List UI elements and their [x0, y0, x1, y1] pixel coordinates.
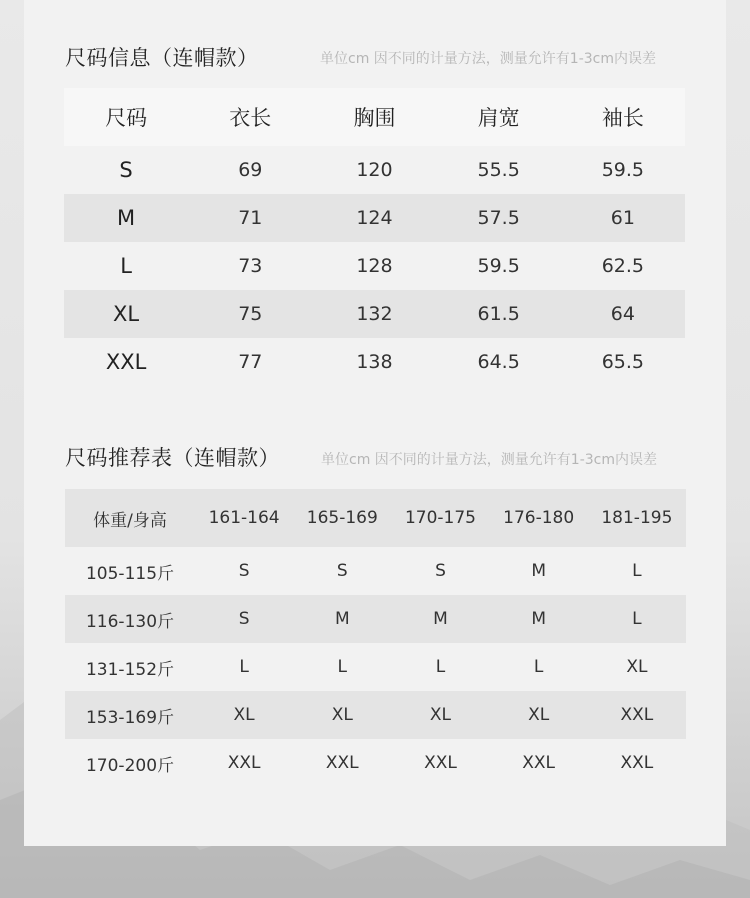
table-cell: 61 [610, 207, 635, 229]
header-cell: 181-195 [601, 508, 673, 528]
table-cell: XL [331, 705, 353, 725]
table-cell: 59.5 [477, 255, 520, 277]
table-cell: 77 [238, 351, 263, 373]
header-cell: 袖长 [601, 106, 644, 130]
weight-cell: 170-200斤 [85, 755, 175, 776]
table-cell: 61.5 [477, 303, 520, 325]
table-cell: XXL [620, 705, 654, 725]
size-cell: L [120, 254, 132, 278]
header-cell: 尺码 [105, 106, 148, 130]
table-cell: M [433, 609, 448, 629]
table-cell: 62.5 [601, 255, 645, 277]
table-cell: XL [626, 657, 648, 677]
table-header-row [64, 88, 685, 146]
table-cell: 64.5 [477, 351, 520, 373]
table-cell: 132 [356, 303, 393, 325]
header-cell: 衣长 [229, 106, 272, 130]
table-row [64, 194, 685, 242]
size-cell: XXL [105, 350, 147, 374]
table-cell: L [435, 657, 446, 677]
size-recommend-note: 单位cm 因不同的计量方法，测量允许有1-3cm内误差 [321, 452, 657, 468]
table-cell: XXL [325, 753, 359, 773]
table-row [65, 595, 686, 643]
table-row [65, 547, 686, 595]
table-cell: M [531, 561, 546, 581]
table-cell: S [435, 561, 446, 581]
table-header-row [65, 489, 686, 547]
table-cell: M [531, 609, 546, 629]
table-cell: S [238, 609, 250, 629]
table-cell: XXL [227, 753, 261, 773]
table-cell: XXL [424, 753, 457, 773]
table-row [65, 691, 686, 739]
table-cell: 59.5 [601, 159, 645, 181]
table-cell: 55.5 [477, 159, 520, 181]
table-row [64, 290, 685, 338]
table-cell: 71 [238, 207, 263, 229]
header-cell: 胸围 [353, 106, 396, 130]
header-cell: 肩宽 [477, 106, 520, 130]
header-cell: 161-164 [208, 508, 280, 528]
size-cell: XL [113, 302, 140, 326]
weight-cell: 116-130斤 [85, 611, 175, 632]
weight-cell: 153-169斤 [85, 707, 175, 728]
table-cell: XXL [620, 753, 654, 773]
table-cell: XL [233, 705, 255, 725]
table-cell: 69 [238, 159, 263, 181]
table-cell: 64 [610, 303, 635, 325]
table-cell: XXL [522, 753, 556, 773]
size-info-note: 单位cm 因不同的计量方法，测量允许有1-3cm内误差 [320, 51, 656, 67]
size-info-table [64, 88, 685, 386]
table-row [64, 242, 685, 290]
table-cell: 57.5 [477, 207, 520, 229]
size-recommend-title: 尺码推荐表（连帽款） [65, 446, 280, 470]
weight-cell: 131-152斤 [85, 659, 175, 680]
table-cell: 75 [238, 303, 263, 325]
table-cell: XL [528, 705, 550, 725]
table-cell: 138 [356, 351, 393, 373]
table-row [64, 338, 685, 386]
size-recommend-table [65, 489, 686, 787]
header-cell: 170-175 [404, 508, 476, 528]
size-cell: M [117, 206, 136, 230]
table-row [65, 643, 686, 691]
table-cell: L [337, 657, 348, 677]
table-cell: 128 [356, 255, 393, 277]
table-cell: L [632, 561, 642, 581]
header-cell: 165-169 [306, 508, 378, 528]
header-cell: 176-180 [503, 508, 575, 528]
table-cell: S [238, 561, 250, 581]
table-cell: 124 [356, 207, 393, 229]
table-cell: 73 [238, 255, 263, 277]
table-cell: XL [429, 705, 452, 725]
table-cell: S [336, 561, 348, 581]
header-cell: 体重/身高 [93, 510, 167, 531]
size-info-title: 尺码信息（连帽款） [65, 46, 259, 70]
table-cell: L [239, 657, 249, 677]
table-cell: L [533, 657, 544, 677]
table-cell: 65.5 [601, 351, 645, 373]
table-cell: M [334, 609, 350, 629]
weight-cell: 105-115斤 [85, 563, 175, 584]
table-row [64, 146, 685, 194]
table-cell: L [632, 609, 642, 629]
table-row [65, 739, 686, 787]
size-cell: S [119, 158, 133, 182]
table-cell: 120 [356, 159, 393, 181]
